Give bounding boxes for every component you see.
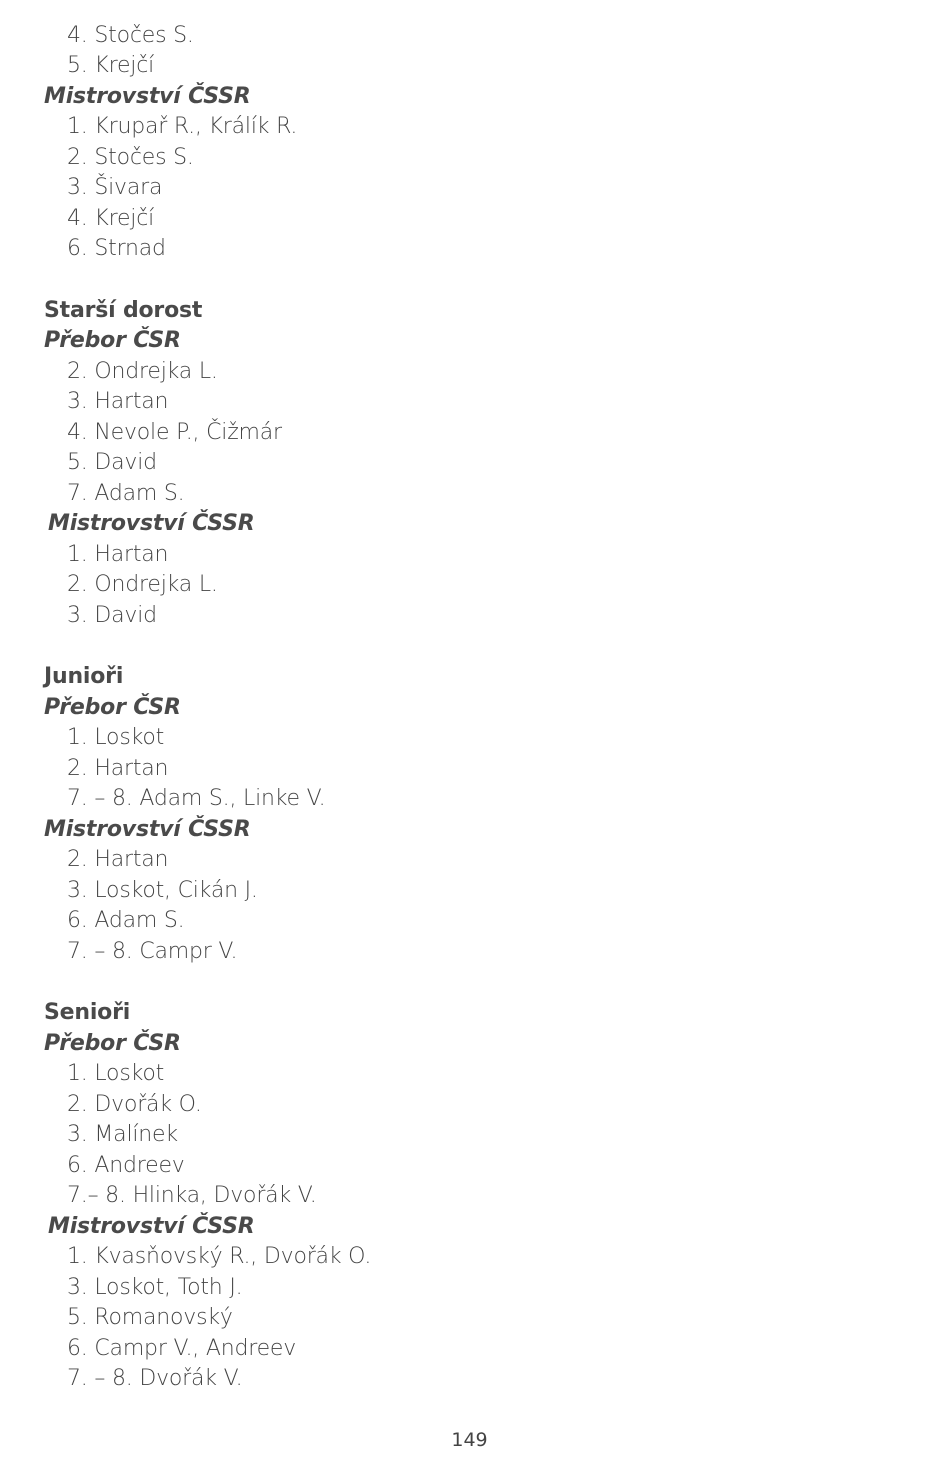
result-entry: 3. Hartan xyxy=(67,389,169,414)
category-heading: Starší dorost xyxy=(44,298,203,323)
result-entry: 6. Adam S. xyxy=(67,908,185,933)
competition-heading: Přebor ČSR xyxy=(44,328,181,353)
result-entry: 5. David xyxy=(67,450,157,475)
competition-heading: Mistrovství ČSSR xyxy=(48,511,255,536)
category-heading: Junioři xyxy=(44,664,124,689)
result-entry: 7.– 8. Hlinka, Dvořák V. xyxy=(67,1183,317,1208)
result-entry: 7. – 8. Campr V. xyxy=(67,939,238,964)
result-entry: 1. Loskot xyxy=(67,725,165,750)
result-entry: 5. Romanovský xyxy=(67,1305,233,1330)
result-entry: 6. Campr V., Andreev xyxy=(67,1336,297,1361)
result-entry: 3. Loskot, Toth J. xyxy=(67,1275,243,1300)
result-entry: 2. Ondrejka L. xyxy=(67,359,218,384)
result-entry: 2. Hartan xyxy=(67,756,169,781)
result-entry: 1. Loskot xyxy=(67,1061,165,1086)
competition-heading: Přebor ČSR xyxy=(44,695,181,720)
competition-heading: Přebor ČSR xyxy=(44,1031,181,1056)
result-entry: 2. Hartan xyxy=(67,847,169,872)
result-entry: 1. Krupař R., Králík R. xyxy=(67,114,298,139)
result-entry: 4. Nevole P., Čižmár xyxy=(67,420,282,445)
competition-heading: Mistrovství ČSSR xyxy=(48,1214,255,1239)
result-entry: 2. Dvořák O. xyxy=(67,1092,202,1117)
result-entry: 6. Strnad xyxy=(67,236,166,261)
result-entry: 3. Loskot, Cikán J. xyxy=(67,878,258,903)
result-entry: 4. Krejčí xyxy=(67,206,155,231)
result-entry: 5. Krejčí xyxy=(67,53,155,78)
result-entry: 4. Stočes S. xyxy=(67,23,194,48)
result-entry: 6. Andreev xyxy=(67,1153,185,1178)
page-number: 149 xyxy=(451,1429,488,1451)
result-entry: 1. Hartan xyxy=(67,542,169,567)
result-entry: 7. – 8. Adam S., Linke V. xyxy=(67,786,326,811)
competition-heading: Mistrovství ČSSR xyxy=(44,84,251,109)
result-entry: 2. Stočes S. xyxy=(67,145,194,170)
result-entry: 1. Kvasňovský R., Dvořák O. xyxy=(67,1244,372,1269)
result-entry: 3. Šivara xyxy=(67,175,163,200)
result-entry: 3. David xyxy=(67,603,157,628)
result-entry: 7. – 8. Dvořák V. xyxy=(67,1366,243,1391)
result-entry: 7. Adam S. xyxy=(67,481,185,506)
category-heading: Senioři xyxy=(44,1000,131,1025)
result-entry: 3. Malínek xyxy=(67,1122,178,1147)
result-entry: 2. Ondrejka L. xyxy=(67,572,218,597)
competition-heading: Mistrovství ČSSR xyxy=(44,817,251,842)
